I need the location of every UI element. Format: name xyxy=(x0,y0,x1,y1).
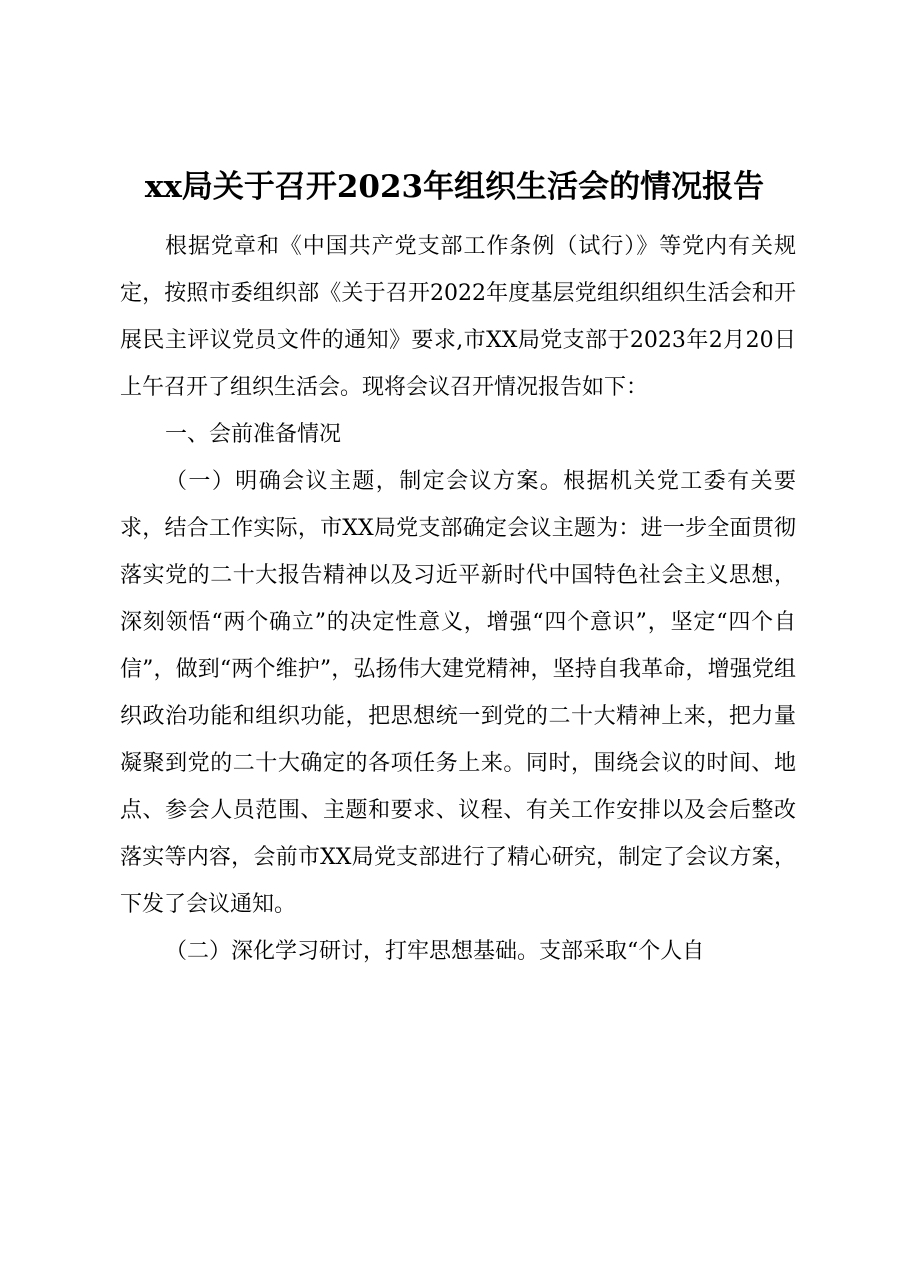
document-title: xx局关于召开2023年组织生活会的情况报告 xyxy=(144,169,765,205)
document-body xyxy=(120,223,796,975)
paragraph-intro: 根据党章和《中国共产党支部工作条例（试行）》等党内有关规定，按照市委组织部《关于召开2022年度基层党组织组织生活会和开展民主评议党员文件的通知》要求,市XX局党支部于2023年2月20日上午召开了组织生活会。现将会议召开情况报告如下： xyxy=(120,234,796,400)
paragraph-study: （二）深化学习研讨，打牢思想基础。支部采取“个人自 xyxy=(165,939,705,964)
section-heading: 一、会前准备情况 xyxy=(165,422,342,447)
paragraph-meeting-theme: （一）明确会议主题，制定会议方案。根据机关党工委有关要求，结合工作实际，市XX局党支部确定会议主题为：进一步全面贯彻落实党的二十大报告精神以及习近平新时代中国特色社会主义思想，深刻领悟“两个确立”的决定性意义，增强“四个意识”，坚定“四个自信”，做到“两个维护”，弘扬伟大建党精神，坚持自我革命，增强党组织政治功能和组织功能，把思想统一到党的二十大精神上来，把力量凝聚到党的二十大确定的各项任务上来。同时，围绕会议的时间、地点、参会人员范围、主题和要求、议程、有关工作安排以及会后整改落实等内容，会前市XX局党支部进行了精心研究，制定了会议方案，下发了会议通知。 xyxy=(120,469,796,917)
